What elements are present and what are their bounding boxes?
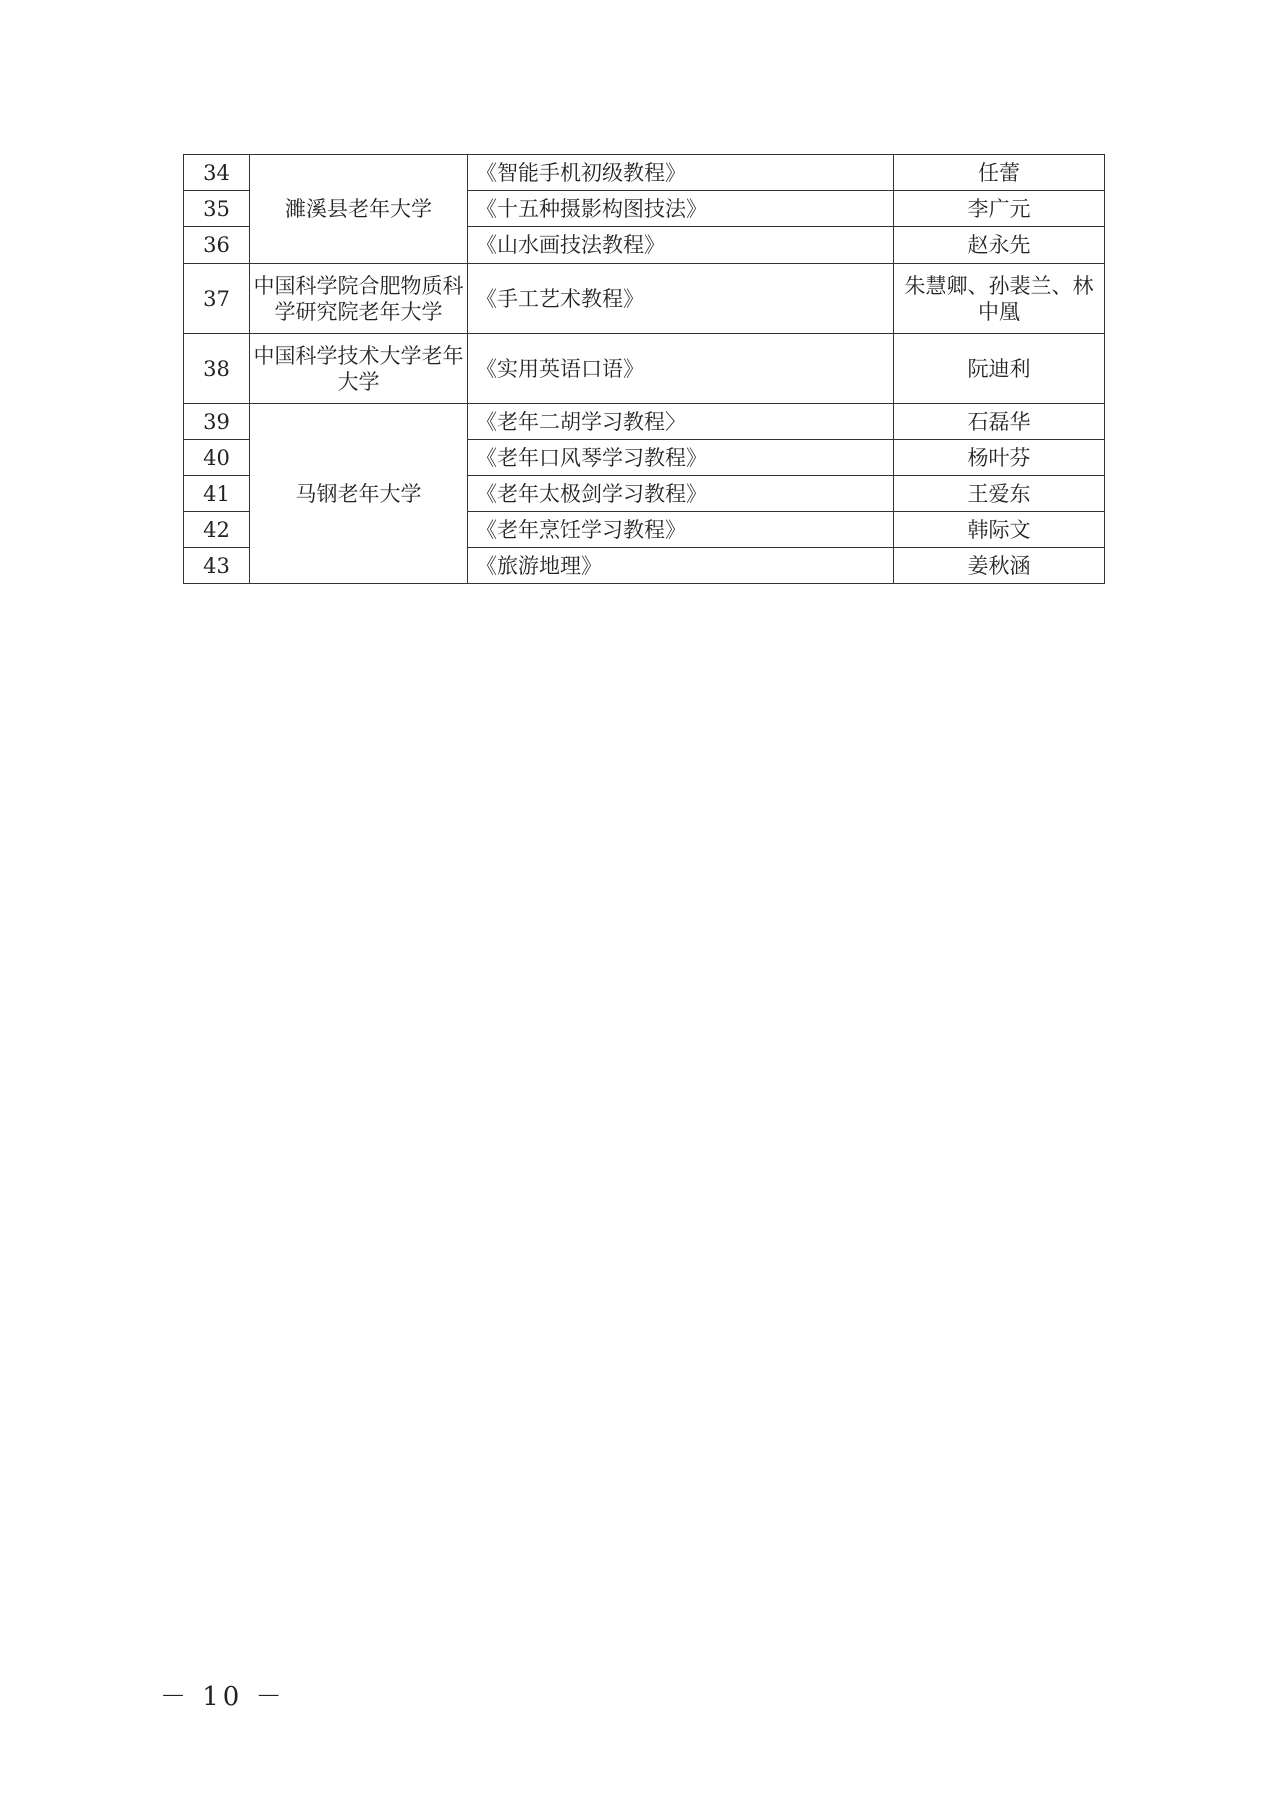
row-number: 35 — [184, 191, 250, 227]
row-number: 40 — [184, 440, 250, 476]
author-cell: 杨叶芬 — [894, 440, 1105, 476]
author-cell: 韩际文 — [894, 512, 1105, 548]
author-cell: 任蕾 — [894, 155, 1105, 191]
page-number: － 10 － — [160, 1682, 286, 1712]
row-number: 34 — [184, 155, 250, 191]
author-cell: 朱慧卿、孙裴兰、林中凰 — [894, 264, 1105, 334]
row-number: 36 — [184, 227, 250, 264]
author-cell: 赵永先 — [894, 227, 1105, 264]
row-number: 41 — [184, 476, 250, 512]
row-number: 37 — [184, 264, 250, 334]
book-title: 《实用英语口语》 — [468, 334, 894, 404]
author-cell: 姜秋涵 — [894, 548, 1105, 584]
author-cell: 阮迪利 — [894, 334, 1105, 404]
row-number: 38 — [184, 334, 250, 404]
book-title: 《老年太极剑学习教程》 — [468, 476, 894, 512]
book-title: 《手工艺术教程》 — [468, 264, 894, 334]
institution-cell: 濉溪县老年大学 — [250, 155, 468, 264]
table-row — [184, 334, 1105, 404]
book-title: 《老年烹饪学习教程》 — [468, 512, 894, 548]
book-title: 《旅游地理》 — [468, 548, 894, 584]
table-row — [184, 404, 1105, 440]
institution-cell: 中国科学技术大学老年大学 — [250, 334, 468, 404]
table-row — [184, 264, 1105, 334]
institution-cell: 马钢老年大学 — [250, 404, 468, 584]
book-title: 《老年二胡学习教程〉 — [468, 404, 894, 440]
table-row — [184, 155, 1105, 191]
book-title: 《十五种摄影构图技法》 — [468, 191, 894, 227]
row-number: 42 — [184, 512, 250, 548]
row-number: 43 — [184, 548, 250, 584]
author-cell: 石磊华 — [894, 404, 1105, 440]
book-title: 《山水画技法教程》 — [468, 227, 894, 264]
author-cell: 王爱东 — [894, 476, 1105, 512]
book-title: 《老年口风琴学习教程》 — [468, 440, 894, 476]
book-title: 《智能手机初级教程》 — [468, 155, 894, 191]
institution-cell: 中国科学院合肥物质科学研究院老年大学 — [250, 264, 468, 334]
book-list-table — [183, 154, 1105, 584]
row-number: 39 — [184, 404, 250, 440]
author-cell: 李广元 — [894, 191, 1105, 227]
